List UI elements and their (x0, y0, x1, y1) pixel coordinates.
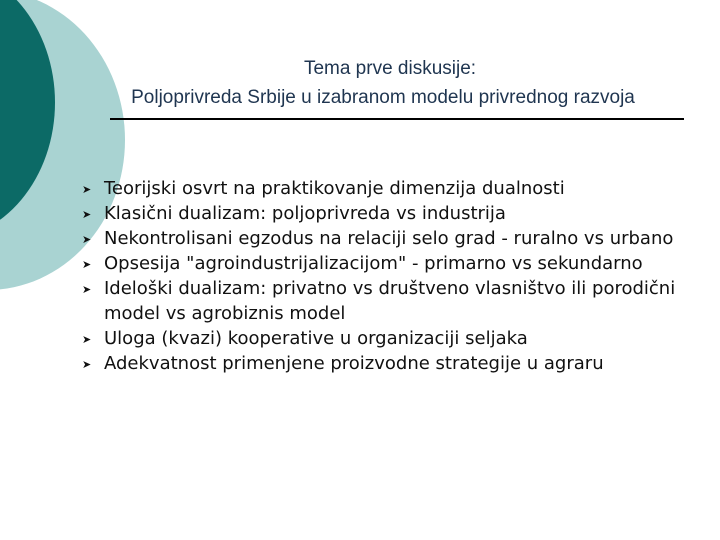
title-divider (110, 118, 684, 120)
bullet-text: Uloga (kvazi) kooperative u organizaciji seljaka (104, 328, 528, 349)
bullet-item (82, 326, 682, 351)
arrow-bullet-icon: ➤ (82, 233, 92, 246)
bullet-item (82, 201, 682, 226)
bullet-text: Klasični dualizam: poljoprivreda vs industrija (104, 203, 506, 224)
bullet-text: Opsesija "agroindustrijalizacijom" - primarno vs sekundarno (104, 253, 643, 274)
bullet-item (82, 176, 682, 201)
bullet-text: Ideloški dualizam: privatno vs društveno vlasništvo ili porodični model vs agrobiznis model (104, 278, 676, 324)
bullet-text: Nekontrolisani egzodus na relaciji selo grad - ruralno vs urbano (104, 228, 674, 249)
bullet-item (82, 251, 682, 276)
bullet-list (82, 176, 682, 376)
arrow-bullet-icon: ➤ (82, 358, 92, 371)
title-line-2: Poljoprivreda Srbije u izabranom modelu privrednog razvoja (131, 87, 635, 108)
arrow-bullet-icon: ➤ (82, 208, 92, 221)
bullet-item (82, 276, 682, 326)
bullet-item (82, 226, 682, 251)
bullet-item (82, 351, 682, 376)
slide-title (60, 54, 720, 112)
bullet-text: Teorijski osvrt na praktikovanje dimenzija dualnosti (104, 178, 565, 199)
arrow-bullet-icon: ➤ (82, 333, 92, 346)
title-line-1: Tema prve diskusije: (303, 58, 477, 79)
arrow-bullet-icon: ➤ (82, 283, 92, 296)
bullet-text: Adekvatnost primenjene proizvodne strategije u agraru (104, 353, 604, 374)
arrow-bullet-icon: ➤ (82, 183, 92, 196)
arrow-bullet-icon: ➤ (82, 258, 92, 271)
